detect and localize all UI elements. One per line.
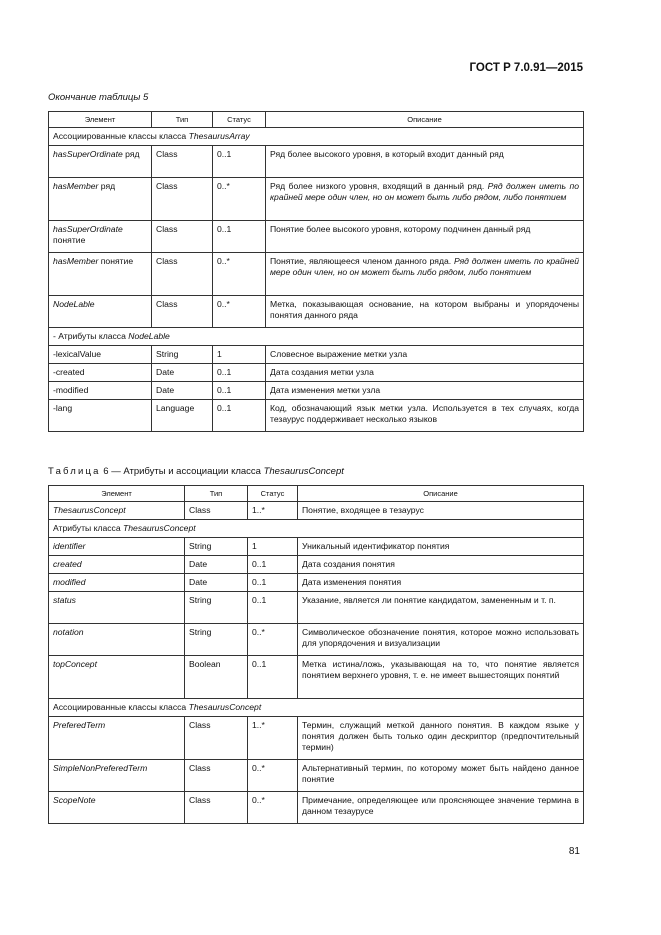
table6-caption: Таблица 6 — Атрибуты и ассоциации класса ThesaurusConcept [48, 466, 344, 477]
element-cell: hasSuperOrdinate понятие [49, 221, 152, 253]
page-number: 81 [568, 846, 580, 857]
element-cell: ThesaurusConcept [49, 502, 185, 520]
element-cell: created [49, 556, 185, 574]
element-cell: -created [49, 364, 152, 382]
description-cell: Примечание, определяющее или проясняющее значение термина в данном тезаурусе [298, 792, 584, 824]
type-cell: Class [152, 221, 213, 253]
column-header: Элемент [49, 486, 185, 502]
description-cell: Понятие, входящее в тезаурус [298, 502, 584, 520]
description-cell: Понятие, являющееся членом данного ряда. Ряд должен иметь по крайней мере один член, но он может быть либо рядом, либо понятием [266, 253, 584, 296]
status-cell: 0..* [248, 760, 298, 792]
table-row [49, 253, 584, 296]
table-row [49, 760, 584, 792]
description-cell: Символическое обозначение понятия, которое можно использовать для упорядочения и визуализации [298, 624, 584, 656]
description-cell: Дата создания метки узла [266, 364, 584, 382]
table-5 [48, 111, 584, 432]
description-cell: Ряд более низкого уровня, входящий в данный ряд. Ряд должен иметь по крайней мере один член, но он может быть либо рядом, либо понятием [266, 178, 584, 221]
description-cell: Дата создания понятия [298, 556, 584, 574]
status-cell: 0..1 [248, 656, 298, 699]
table-row [49, 538, 584, 556]
description-cell: Код, обозначающий язык метки узла. Используется в тех случаях, когда тезаурус поддерживает несколько языков [266, 400, 584, 432]
status-cell: 1..* [248, 717, 298, 760]
status-cell: 0..1 [213, 146, 266, 178]
table-row [49, 792, 584, 824]
status-cell: 1 [248, 538, 298, 556]
element-cell: identifier [49, 538, 185, 556]
section-label: Атрибуты класса ThesaurusConcept [49, 520, 584, 538]
table-row [49, 717, 584, 760]
type-cell: Boolean [185, 656, 248, 699]
element-cell: -lexicalValue [49, 346, 152, 364]
table-row [49, 178, 584, 221]
section-row [49, 699, 584, 717]
column-header: Описание [298, 486, 584, 502]
status-cell: 0..* [248, 624, 298, 656]
status-cell: 0..1 [248, 574, 298, 592]
table-row [49, 592, 584, 624]
type-cell: String [185, 592, 248, 624]
table-row [49, 221, 584, 253]
table-row [49, 364, 584, 382]
element-cell: SimpleNonPreferedTerm [49, 760, 185, 792]
status-cell: 0..1 [213, 364, 266, 382]
column-header: Описание [266, 112, 584, 128]
table-header-row [49, 486, 584, 502]
column-header: Тип [185, 486, 248, 502]
element-cell: hasSuperOrdinate ряд [49, 146, 152, 178]
type-cell: Date [185, 556, 248, 574]
status-cell: 0..1 [213, 221, 266, 253]
table-6 [48, 485, 584, 824]
section-row [49, 520, 584, 538]
type-cell: Class [152, 146, 213, 178]
element-cell: PreferedTerm [49, 717, 185, 760]
type-cell: String [185, 624, 248, 656]
status-cell: 0..1 [248, 592, 298, 624]
section-label: Ассоциированные классы класса ThesaurusConcept [49, 699, 584, 717]
section-row [49, 328, 584, 346]
status-cell: 1 [213, 346, 266, 364]
table-row [49, 296, 584, 328]
table-row [49, 556, 584, 574]
element-cell: hasMember понятие [49, 253, 152, 296]
type-cell: String [185, 538, 248, 556]
element-cell: topConcept [49, 656, 185, 699]
table-header-row [49, 112, 584, 128]
description-cell: Дата изменения метки узла [266, 382, 584, 400]
column-header: Статус [213, 112, 266, 128]
element-cell: notation [49, 624, 185, 656]
type-cell: Class [185, 792, 248, 824]
status-cell: 0..* [213, 178, 266, 221]
description-cell: Метка истина/ложь, указывающая на то, что понятие является понятием верхнего уровня, т. е. не имеет вышестоящих понятий [298, 656, 584, 699]
description-cell: Указание, является ли понятие кандидатом, замененным и т. п. [298, 592, 584, 624]
type-cell: Language [152, 400, 213, 432]
column-header: Тип [152, 112, 213, 128]
description-cell: Термин, служащий меткой данного понятия. В каждом языке у понятия должен быть только один дескриптор (предпочтительный термин) [298, 717, 584, 760]
table5-caption: Окончание таблицы 5 [48, 92, 149, 103]
table-row [49, 146, 584, 178]
status-cell: 1..* [248, 502, 298, 520]
element-cell: modified [49, 574, 185, 592]
type-cell: Class [185, 760, 248, 792]
table-row [49, 400, 584, 432]
element-cell: NodeLable [49, 296, 152, 328]
status-cell: 0..1 [213, 400, 266, 432]
element-cell: -modified [49, 382, 152, 400]
element-cell: hasMember ряд [49, 178, 152, 221]
type-cell: Date [152, 364, 213, 382]
column-header: Статус [248, 486, 298, 502]
element-cell: status [49, 592, 185, 624]
section-label: Ассоциированные классы класса ThesaurusArray [49, 128, 584, 146]
table-row [49, 346, 584, 364]
description-cell: Понятие более высокого уровня, которому подчинен данный ряд [266, 221, 584, 253]
status-cell: 0..1 [213, 382, 266, 400]
type-cell: Class [152, 253, 213, 296]
table-row [49, 624, 584, 656]
section-row [49, 128, 584, 146]
description-cell: Ряд более высокого уровня, в который входит данный ряд [266, 146, 584, 178]
type-cell: Date [185, 574, 248, 592]
description-cell: Метка, показывающая основание, на котором выбраны и упорядочены понятия данного ряда [266, 296, 584, 328]
type-cell: Class [185, 502, 248, 520]
table-row [49, 382, 584, 400]
description-cell: Альтернативный термин, по которому может быть найдено данное понятие [298, 760, 584, 792]
status-cell: 0..* [213, 296, 266, 328]
status-cell: 0..* [248, 792, 298, 824]
element-cell: -lang [49, 400, 152, 432]
element-cell: ScopeNote [49, 792, 185, 824]
section-label: - Атрибуты класса NodeLable [49, 328, 584, 346]
description-cell: Дата изменения понятия [298, 574, 584, 592]
description-cell: Словесное выражение метки узла [266, 346, 584, 364]
status-cell: 0..* [213, 253, 266, 296]
status-cell: 0..1 [248, 556, 298, 574]
table-row [49, 656, 584, 699]
type-cell: Class [185, 717, 248, 760]
type-cell: Date [152, 382, 213, 400]
document-id: ГОСТ Р 7.0.91—2015 [469, 62, 583, 74]
table-row [49, 502, 584, 520]
table-row [49, 574, 584, 592]
type-cell: Class [152, 178, 213, 221]
column-header: Элемент [49, 112, 152, 128]
type-cell: Class [152, 296, 213, 328]
description-cell: Уникальный идентификатор понятия [298, 538, 584, 556]
type-cell: String [152, 346, 213, 364]
